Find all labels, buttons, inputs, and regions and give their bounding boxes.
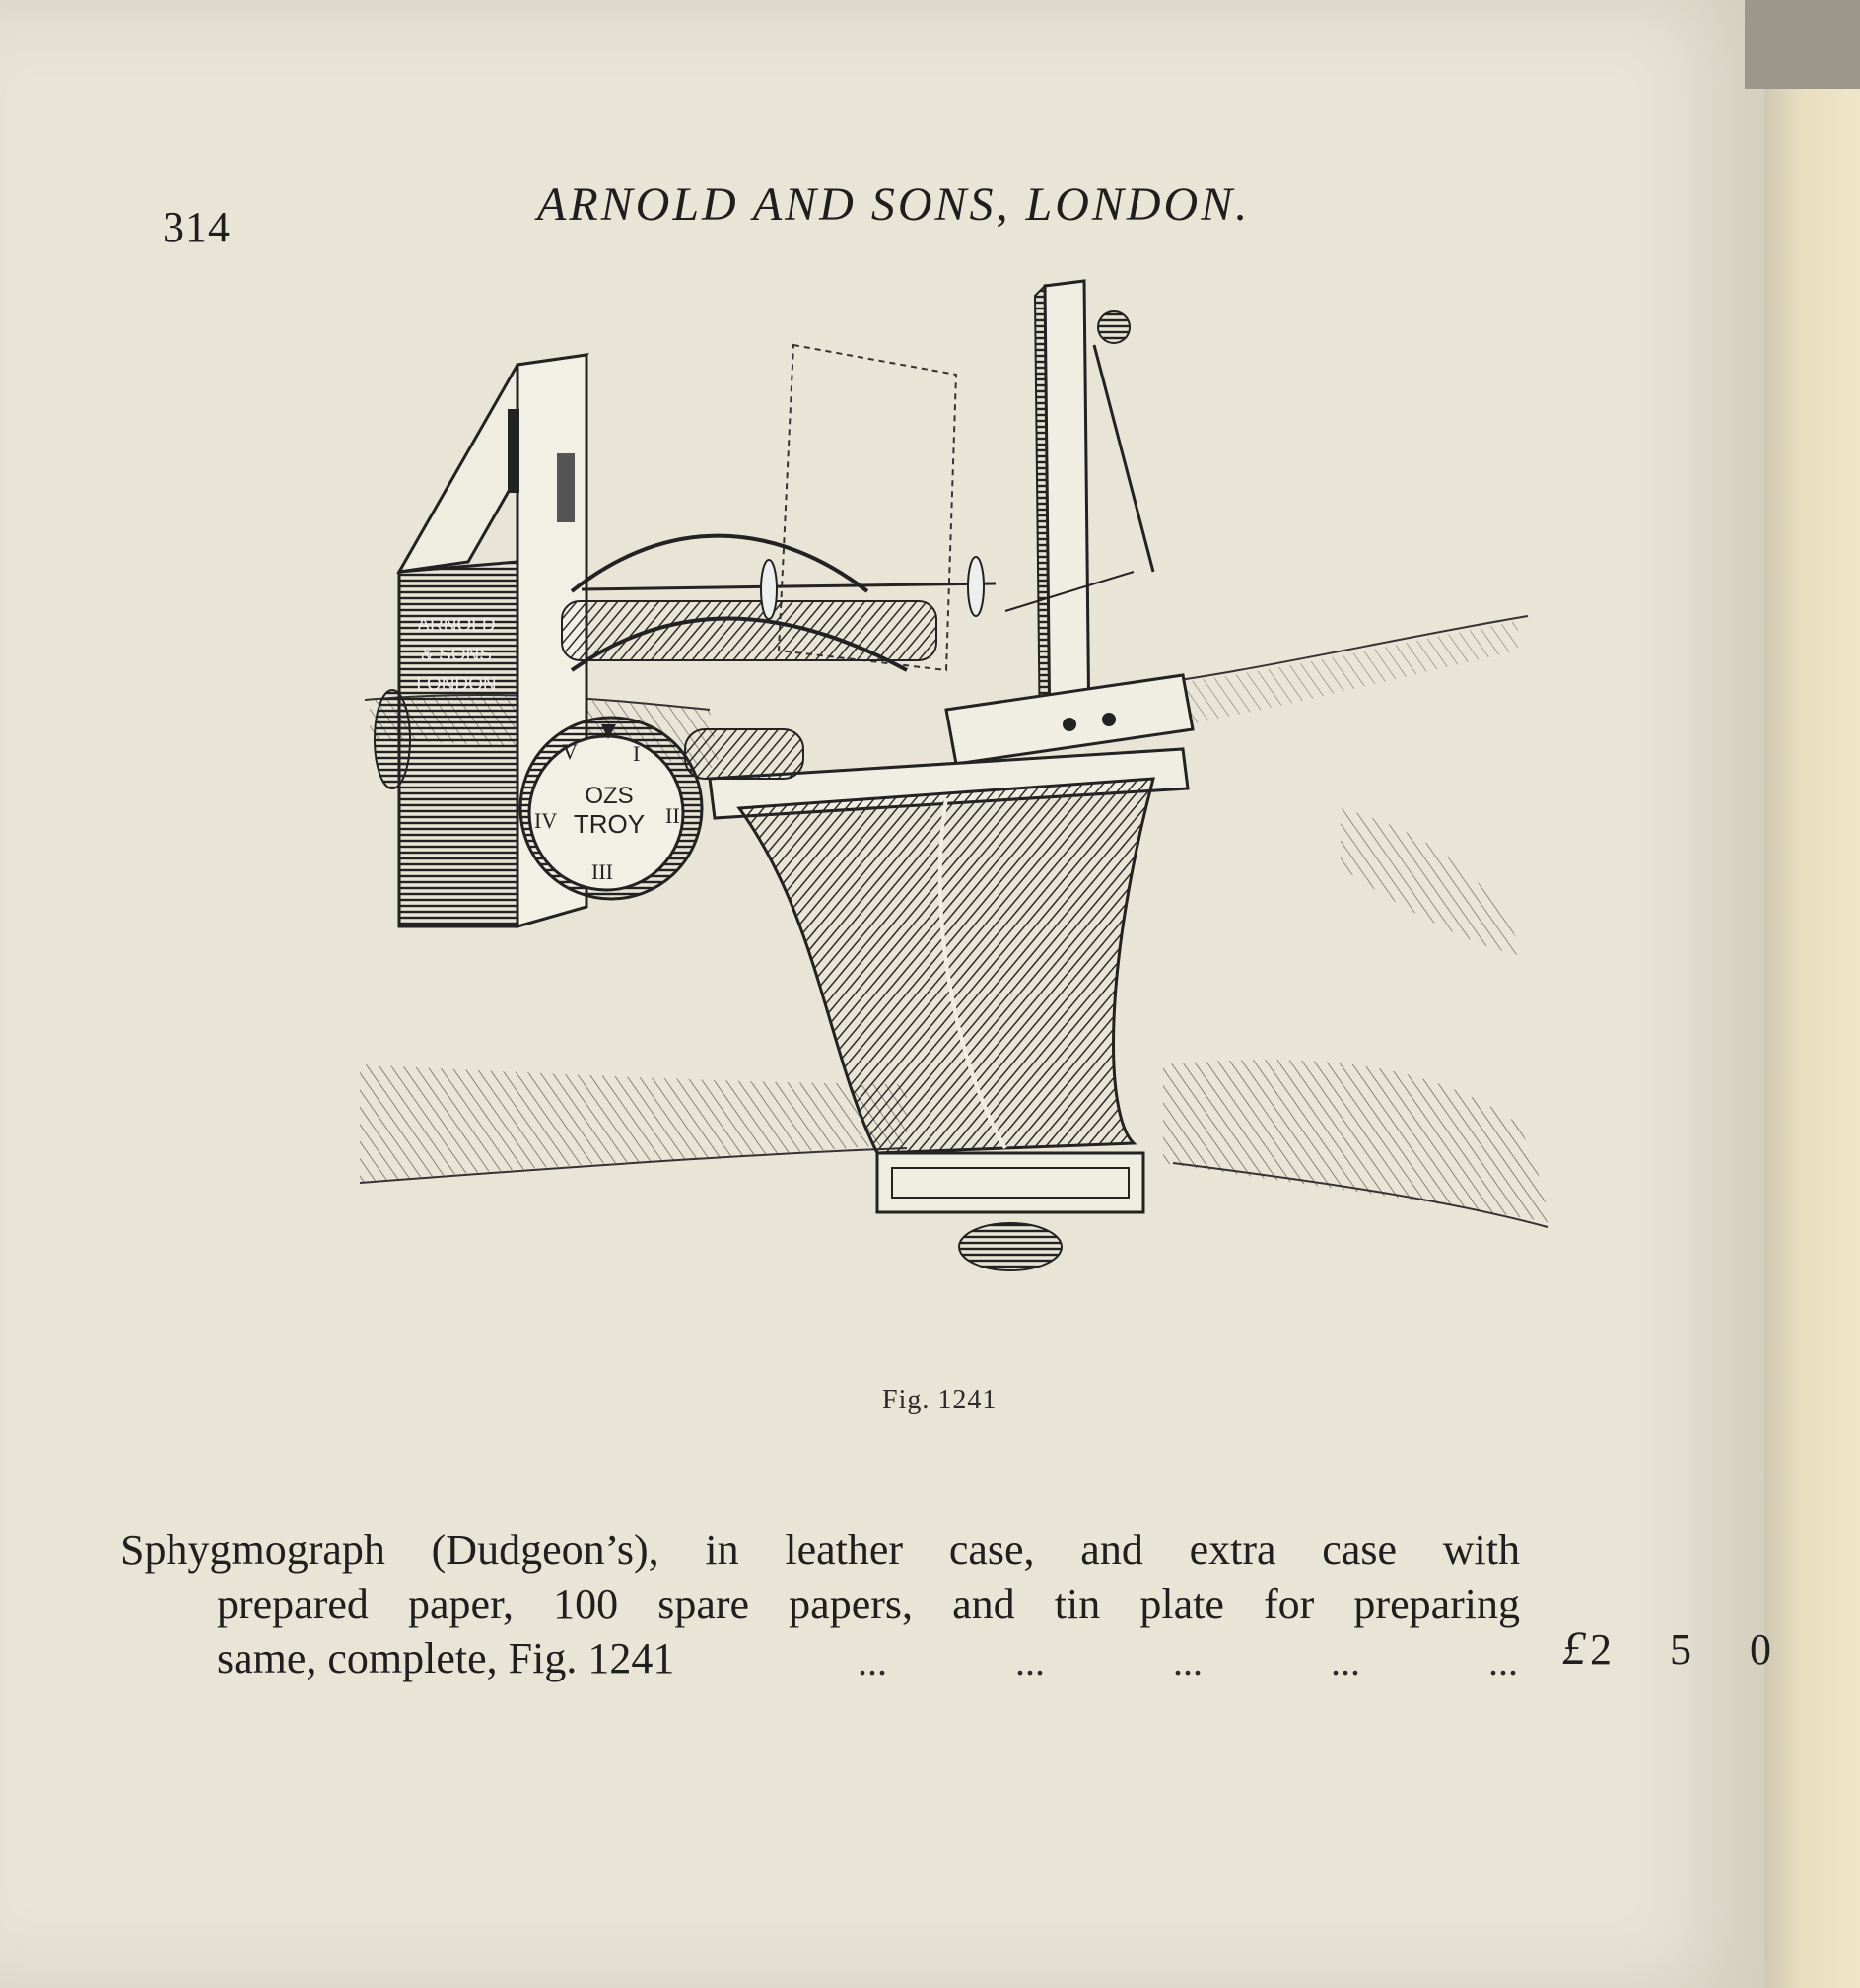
base-screw-1 bbox=[1063, 718, 1076, 731]
axle-wheel-left bbox=[761, 560, 777, 619]
side-knob bbox=[375, 690, 410, 788]
post-screw-knob bbox=[1098, 311, 1130, 343]
dial-numeral-4: IV bbox=[534, 808, 558, 833]
spring-arc bbox=[572, 536, 867, 591]
case-lettering-line3: LONDON bbox=[416, 674, 497, 695]
case-lettering-line2: & SONS bbox=[421, 645, 492, 665]
base-screw-2 bbox=[1102, 713, 1116, 726]
page-edge-stack bbox=[1764, 89, 1860, 1988]
dial-numeral-1: I bbox=[633, 741, 641, 766]
running-head: ARNOLD AND SONS, LONDON. bbox=[537, 178, 1251, 231]
leader: ... bbox=[1015, 1639, 1045, 1683]
dial-label-ozs: OZS bbox=[585, 783, 634, 809]
entry-line-2: prepared paper, 100 spare papers, and tin plate for preparing bbox=[217, 1580, 1520, 1628]
arm-shading-lower bbox=[360, 1064, 907, 1183]
dial-label-troy: TROY bbox=[573, 809, 646, 839]
bottom-clamp bbox=[877, 1153, 1143, 1212]
roller-drum bbox=[562, 601, 936, 660]
background-corner bbox=[1745, 0, 1860, 89]
axle-wheel-right bbox=[968, 557, 984, 616]
entry-line-1: Sphygmograph (Dudgeon’s), in leather case, and extra case with bbox=[120, 1526, 1520, 1574]
leader: ... bbox=[1488, 1639, 1518, 1683]
price-currency: £ bbox=[1562, 1622, 1586, 1675]
price bbox=[1562, 1621, 1795, 1676]
entry-line-3: same, complete, Fig. 1241 bbox=[217, 1634, 675, 1682]
figure-caption: Fig. 1241 bbox=[882, 1385, 998, 1415]
arm-shading-lower-right bbox=[1163, 1060, 1548, 1222]
arm-shading-under bbox=[1341, 808, 1523, 956]
case-lettering-line1: ARNOLD bbox=[417, 615, 496, 636]
leader: ... bbox=[858, 1639, 887, 1683]
leader: ... bbox=[1331, 1639, 1360, 1683]
case-slot bbox=[508, 409, 519, 493]
engraving bbox=[355, 276, 1557, 1311]
dot-leaders bbox=[858, 1638, 1518, 1684]
axle bbox=[582, 583, 996, 589]
bottom-screw-knob bbox=[959, 1223, 1062, 1270]
dial-numeral-2: II bbox=[665, 803, 680, 828]
leader: ... bbox=[1173, 1639, 1203, 1683]
upright-post-front bbox=[1045, 281, 1089, 744]
sphygmograph-illustration bbox=[355, 276, 1557, 1311]
case-catch bbox=[557, 453, 575, 522]
dial-spindle bbox=[685, 729, 803, 779]
page-number: 314 bbox=[163, 203, 231, 251]
dial-numeral-5: V bbox=[562, 739, 578, 764]
lever-wire bbox=[1094, 345, 1153, 572]
price-amount: 2 5 0 bbox=[1590, 1625, 1795, 1674]
dial-numeral-3: III bbox=[591, 859, 613, 884]
